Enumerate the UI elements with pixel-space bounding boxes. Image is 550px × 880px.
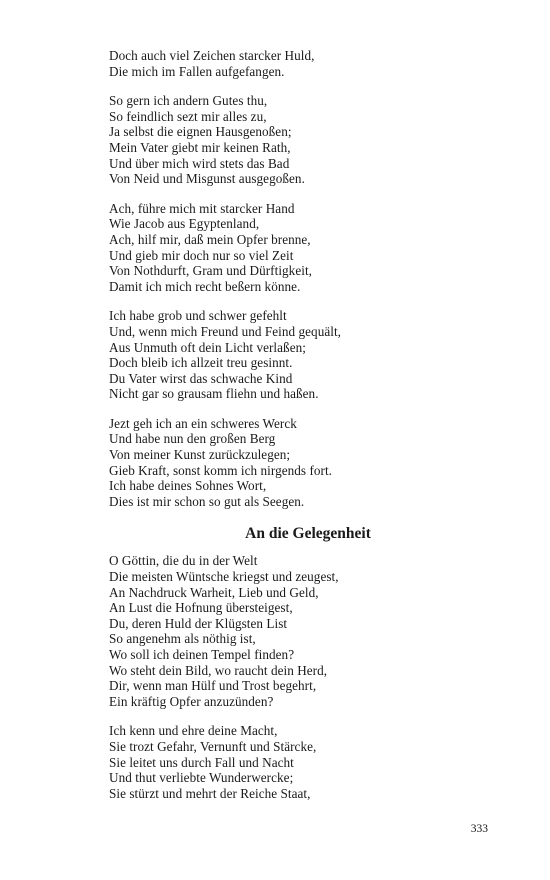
verse-line: Von Nothdurft, Gram und Dürftigkeit, <box>109 263 313 279</box>
verse-line: Ich habe grob und schwer gefehlt <box>109 308 287 324</box>
verse-line: Du, deren Huld der Klügsten List <box>109 615 288 631</box>
verse-line: Ja selbst die eignen Hausgenoßen; <box>109 124 292 140</box>
verse-line: Und über mich wird stets das Bad <box>109 155 290 171</box>
stanza <box>109 308 489 402</box>
verse-line: Und habe nun den großen Berg <box>109 431 276 447</box>
verse-line: Du Vater wirst das schwache Kind <box>109 370 293 386</box>
verse-line: So angenehm als nöthig ist, <box>109 631 256 647</box>
verse-line: Dir, wenn man Hülf und Trost begehrt, <box>109 678 317 694</box>
verse-line: Wo soll ich deinen Tempel finden? <box>109 647 295 662</box>
verse-line: Von meiner Kunst zurückzulegen; <box>109 447 291 463</box>
verse-line: An Nachdruck Warheit, Lieb und Geld, <box>109 584 319 600</box>
stanza <box>109 723 489 801</box>
stanza <box>109 48 489 79</box>
verse-line: Und, wenn mich Freund und Feind gequält, <box>109 323 342 339</box>
verse-line: Von Neid und Misgunst ausgegoßen. <box>109 171 305 187</box>
verse-line: Die mich im Fallen aufgefangen. <box>109 63 285 79</box>
page-number: 333 <box>470 823 488 835</box>
verse-line: Wie Jacob aus Egyptenland, <box>109 216 260 232</box>
poem-text-block <box>109 48 489 815</box>
verse-line: Sie leitet uns durch Fall und Nacht <box>109 754 294 770</box>
verse-line: Ein kräftig Opfer anzuzünden? <box>109 693 274 709</box>
stanza <box>109 553 489 709</box>
verse-line: An Lust die Hofnung übersteigest, <box>109 600 293 616</box>
verse-line: So feindlich sezt mir alles zu, <box>109 108 267 124</box>
verse-line: Und thut verliebte Wunderwercke; <box>109 770 294 786</box>
stanza <box>109 201 489 295</box>
verse-line: Ach, hilf mir, daß mein Opfer brenne, <box>109 231 311 247</box>
verse-line: Ich kenn und ehre deine Macht, <box>109 723 278 739</box>
verse-line: Sie trozt Gefahr, Vernunft und Stärcke, <box>109 738 317 754</box>
verse-line: Ich habe deines Sohnes Wort, <box>109 478 267 494</box>
verse-line: Wo steht dein Bild, wo raucht dein Herd, <box>109 662 328 678</box>
verse-line: Aus Unmuth oft dein Licht verlaßen; <box>109 339 306 355</box>
verse-line: Damit ich mich recht beßern könne. <box>109 278 301 294</box>
verse-line: Und gieb mir doch nur so viel Zeit <box>109 247 294 263</box>
verse-line: Jezt geh ich an ein schweres Werck <box>109 415 297 431</box>
verse-line: Doch bleib ich allzeit treu gesinnt. <box>109 355 293 371</box>
verse-line: Doch auch viel Zeichen starcker Huld, <box>109 48 315 63</box>
verse-line: Sie stürzt und mehrt der Reiche Staat, <box>109 785 311 801</box>
poem-title: An die Gelegenheit <box>245 525 371 543</box>
verse-line: Dies ist mir schon so gut als Seegen. <box>109 493 305 509</box>
verse-line: Nicht gar so grausam fliehn und haßen. <box>109 386 319 402</box>
verse-line: Gieb Kraft, sonst komm ich nirgends fort. <box>109 462 333 478</box>
verse-line: Die meisten Wüntsche kriegst und zeugest, <box>109 569 339 585</box>
stanza <box>109 93 489 187</box>
verse-line: Ach, führe mich mit starcker Hand <box>109 200 295 216</box>
verse-line: O Göttin, die du in der Welt <box>109 553 258 569</box>
verse-line: So gern ich andern Gutes thu, <box>109 93 268 109</box>
verse-line: Mein Vater giebt mir keinen Rath, <box>109 139 291 155</box>
stanza <box>109 416 489 510</box>
